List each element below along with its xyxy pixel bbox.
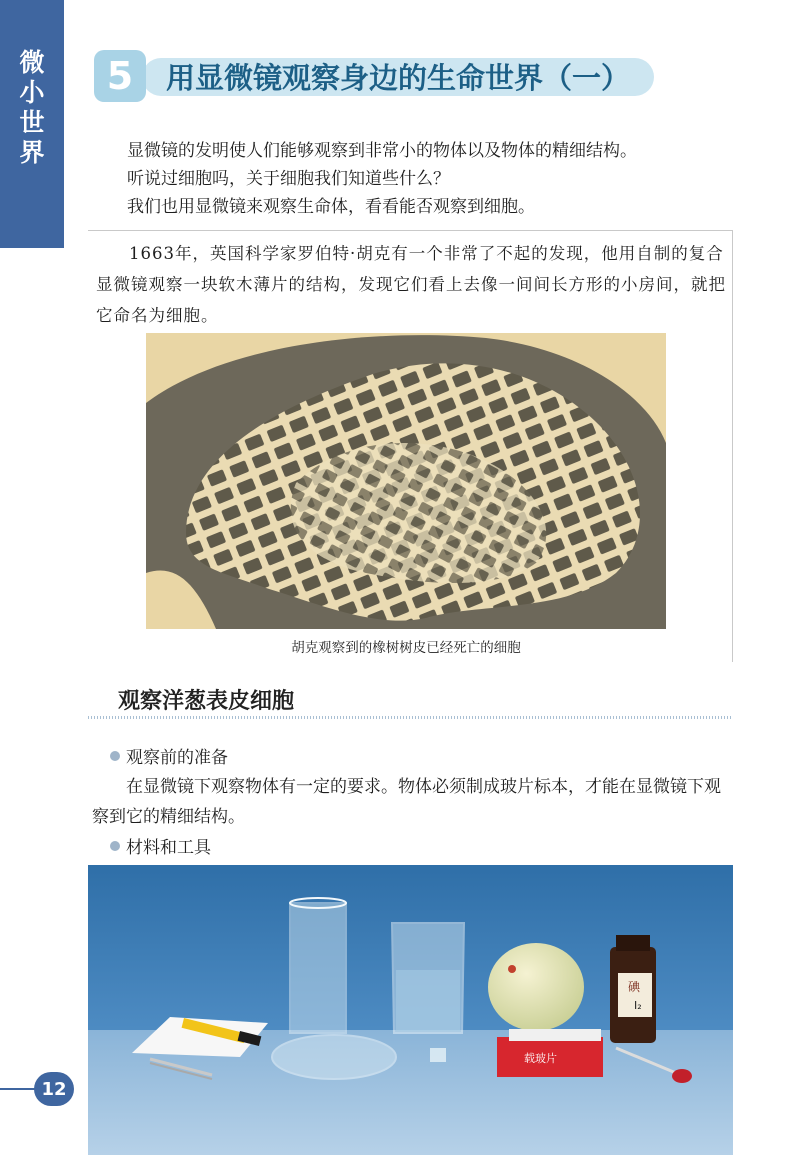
preparation-paragraph: 在显微镜下观察物体有一定的要求。物体必须制成玻片标本，才能在显微镜下观察到它的精细结构。 <box>92 777 721 827</box>
side-tab-char-1: 微 <box>19 48 45 77</box>
side-tab-char-4: 界 <box>19 138 45 167</box>
iodine-formula-label: I₂ <box>634 999 642 1012</box>
chapter-side-tab <box>0 0 64 248</box>
hooke-story <box>96 238 726 331</box>
section-title: 观察洋葱表皮细胞 <box>118 689 295 714</box>
bullet-preparation <box>110 743 228 768</box>
bullet-dot-icon <box>110 841 120 851</box>
cork-image-caption: 胡克观察到的橡树树皮已经死亡的细胞 <box>291 640 521 656</box>
story-box-right-border <box>732 230 733 662</box>
iodine-label: 碘 <box>628 980 641 994</box>
side-tab-char-3: 世 <box>19 108 45 137</box>
preparation-text <box>92 772 732 832</box>
story-box-top-border <box>88 230 733 231</box>
cork-cells-image <box>146 333 666 629</box>
intro-line-3: 我们也用显微镜来观察生命体，看看能否观察到细胞。 <box>127 197 535 217</box>
lesson-number: 5 <box>94 50 146 102</box>
bullet-dot-icon <box>110 751 120 761</box>
intro-text <box>127 137 637 221</box>
bullet-materials <box>110 833 211 858</box>
bullet-preparation-label: 观察前的准备 <box>126 748 228 768</box>
materials-photo <box>88 865 733 1155</box>
intro-line-1: 显微镜的发明使人们能够观察到非常小的物体以及物体的精细结构。 <box>127 141 637 161</box>
slides-box-label: 载玻片 <box>524 1052 557 1065</box>
intro-line-2: 听说过细胞吗，关于细胞我们知道些什么？ <box>127 169 450 189</box>
section-divider <box>88 716 733 719</box>
lesson-header <box>94 50 654 102</box>
hooke-story-paragraph: 1663年，英国科学家罗伯特·胡克有一个非常了不起的发现，他用自制的复合显微镜观察一块软木薄片的结构，发现它们看上去像一间间长方形的小房间，就把它命名为细胞。 <box>96 244 726 325</box>
bullet-materials-label: 材料和工具 <box>126 838 211 858</box>
page-number: 12 <box>34 1072 74 1106</box>
side-tab-char-2: 小 <box>19 78 45 107</box>
lesson-title: 用显微镜观察身边的生命世界（一） <box>166 61 631 95</box>
